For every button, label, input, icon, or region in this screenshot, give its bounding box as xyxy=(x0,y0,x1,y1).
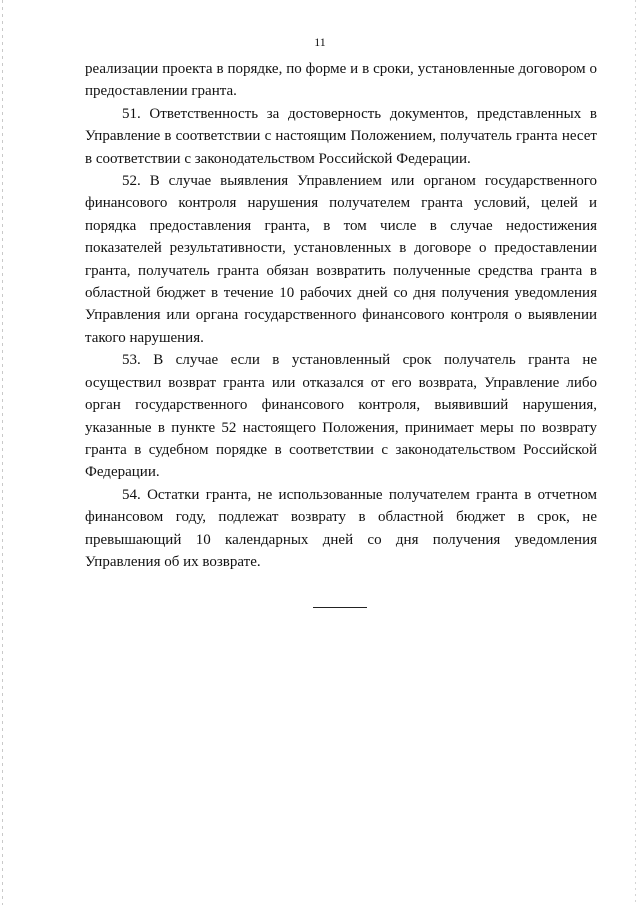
paragraph-51: 51. Ответственность за достоверность документов, представленных в Управление в соответствии с настоящим Положением, получатель гранта несет в соответствии с законодательством Российской Федерации. xyxy=(85,105,597,167)
document-body xyxy=(85,58,597,573)
end-separator-line xyxy=(313,607,367,608)
page-number: 11 xyxy=(314,35,326,49)
scan-edge-right xyxy=(635,0,636,905)
paragraph-53: 53. В случае если в установленный срок получатель гранта не осуществил возврат гранта или отказался от его возврата, Управление либо орган государственного финансового контроля, выявивший нарушения, указанные в пункте 52 настоящего Положения, принимает меры по возврату гранта в судебном порядке в соответствии с законодательством Российской Федерации. xyxy=(85,352,597,481)
scan-edge-left xyxy=(2,0,3,905)
paragraph-52: 52. В случае выявления Управлением или органом государственного финансового контроля нарушения получателем гранта условий, целей и порядка предоставления гранта, в том числе в случае недостижения показателей результативности, установленных в договоре о предоставлении гранта, получатель гранта обязан возвратить полученные средства гранта в областной бюджет в течение 10 рабочих дней со дня получения уведомления Управления или органа государственного финансового контроля о выявлении такого нарушения. xyxy=(85,173,597,346)
paragraph-continuation: реализации проекта в порядке, по форме и в сроки, установленные договором о предоставлении гранта. xyxy=(85,61,597,100)
paragraph-54: 54. Остатки гранта, не использованные получателем гранта в отчетном финансовом году, подлежат возврату в областной бюджет в срок, не превышающий 10 календарных дней со дня получения уведомления Управления об их возврате. xyxy=(85,486,597,570)
